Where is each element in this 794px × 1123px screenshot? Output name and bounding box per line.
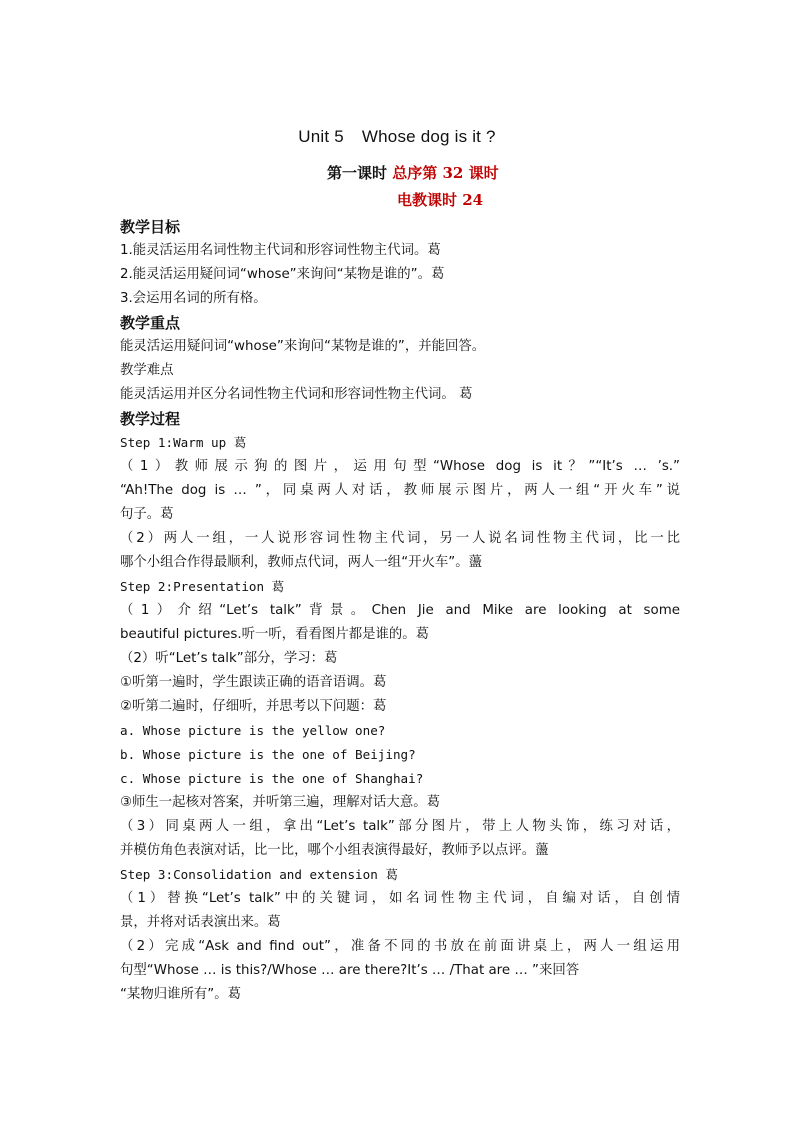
body-line: 能灵活运用并区分名词性物主代词和形容词性物主代词。 葛 — [120, 387, 473, 402]
body-line: 3.会运用名词的所有格。 — [120, 291, 267, 306]
total-lesson-label: 总序第 32 课时 — [392, 164, 499, 182]
body-line: （2）听“Let’s talk”部分，学习：葛 — [120, 651, 338, 666]
question-line: c. Whose picture is the one of Shanghai? — [120, 771, 424, 786]
title-name: Whose dog is it ? — [361, 127, 496, 146]
body-line: 景，并将对话表演出来。葛 — [120, 915, 281, 930]
body-line: （1）介绍“Let’s talk”背景。Chen Jie and Mike are looking at some — [120, 603, 680, 618]
body-line: “某物归谁所有”。葛 — [120, 987, 241, 1002]
step-heading: Step 1:Warm up 葛 — [120, 435, 247, 450]
body-line: ③师生一起核对答案，并听第三遍，理解对话大意。葛 — [120, 795, 440, 810]
title-unit: Unit 5 — [298, 127, 344, 146]
body-line: 句子。葛 — [120, 507, 174, 522]
body-line: （2）完成“Ask and find out”，准备不同的书放在前面讲桌上，两人一组运用 — [120, 939, 680, 954]
body-line: 2.能灵活运用疑问词“whose”来询问“某物是谁的”。葛 — [120, 267, 445, 282]
document-body — [120, 215, 680, 1007]
body-line: 1.能灵活运用名词性物主代词和形容词性物主代词。葛 — [120, 243, 441, 258]
section-heading: 教学难点 — [120, 363, 174, 378]
body-line: beautiful pictures.听一听，看看图片都是谁的。葛 — [120, 627, 430, 642]
question-line: a. Whose picture is the yellow one? — [120, 723, 386, 738]
step-heading: Step 3:Consolidation and extension 葛 — [120, 867, 398, 882]
document-title — [0, 127, 794, 147]
body-line: （1）教师展示狗的图片，运用句型“Whose dog is it？”“It’s … ’s.” — [120, 459, 680, 474]
body-line: “Ah!The dog is … ”，同桌两人对话，教师展示图片，两人一组“开火车”说 — [120, 483, 680, 498]
body-line: （3）同桌两人一组，拿出“Let’s talk”部分图片，带上人物头饰，练习对话， — [120, 819, 680, 834]
question-line: b. Whose picture is the one of Beijing? — [120, 747, 416, 762]
lesson-label: 第一课时 — [327, 164, 388, 182]
step-heading: Step 2:Presentation 葛 — [120, 579, 285, 594]
body-line: （1）替换“Let’s talk”中的关键词，如名词性物主代词，自编对话，自创情 — [120, 891, 680, 906]
lesson-subtitle — [327, 162, 499, 183]
body-line: ①听第一遍时，学生跟读正确的语音语调。葛 — [120, 675, 387, 690]
body-line: 句型“Whose … is this?/Whose … are there?It’s … /That are … ”来回答 — [120, 963, 580, 978]
body-line: 能灵活运用疑问词“whose”来询问“某物是谁的”，并能回答。 — [120, 339, 486, 354]
section-heading: 教学目标 — [120, 218, 181, 236]
media-lesson-label: 电教课时 24 — [397, 191, 484, 209]
body-line: ②听第二遍时，仔细听，并思考以下问题：葛 — [120, 699, 387, 714]
body-line: 并模仿角色表演对话，比一比，哪个小组表演得最好，教师予以点评。蘯 — [120, 843, 549, 858]
section-heading: 教学过程 — [120, 410, 181, 428]
body-line: 哪个小组合作得最顺利，教师点代词，两人一组“开火车”。蘯 — [120, 555, 483, 570]
body-line: （2）两人一组，一人说形容词性物主代词，另一人说名词性物主代词，比一比 — [120, 531, 680, 546]
section-heading: 教学重点 — [120, 314, 181, 332]
